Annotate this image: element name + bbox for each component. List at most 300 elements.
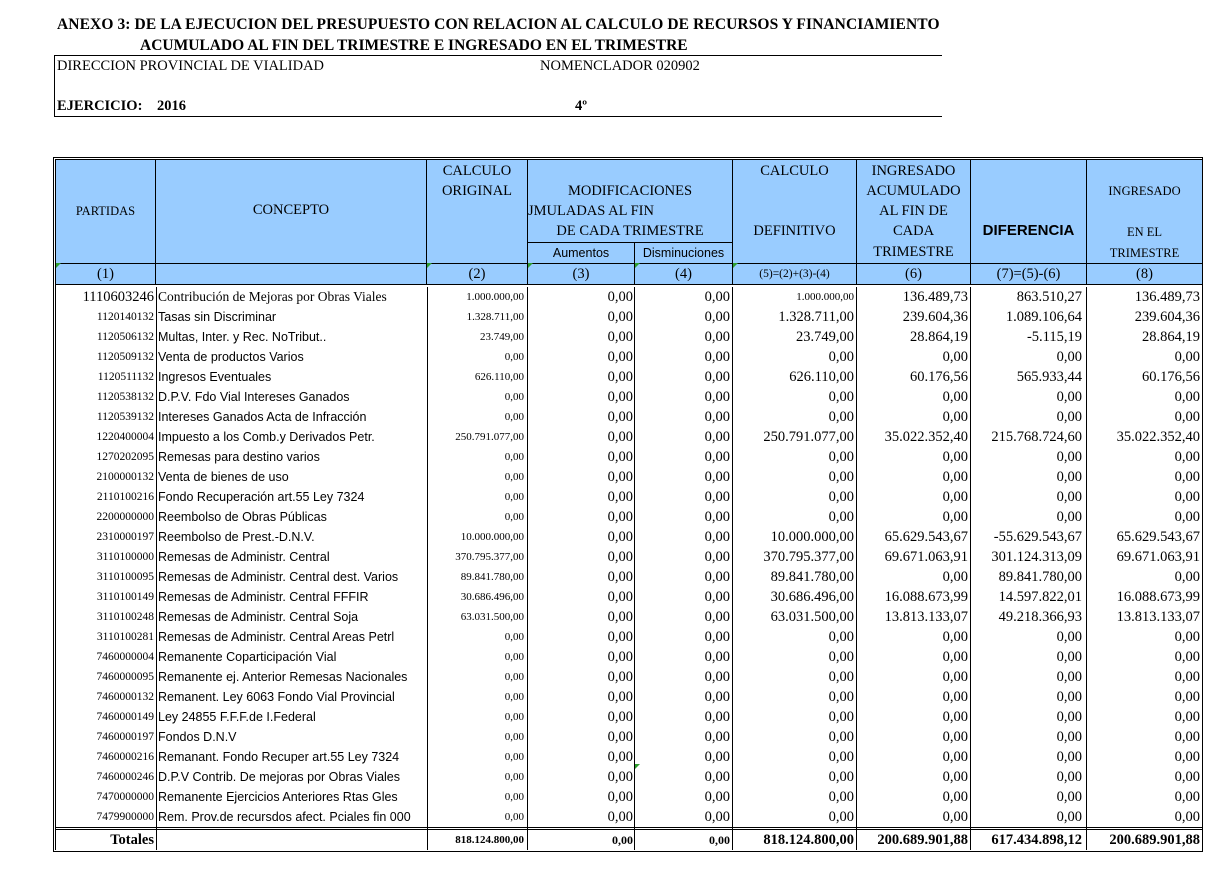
calculo-definitivo: 0,00 [828,669,854,685]
disminuciones: 0,00 [704,749,730,765]
concepto: D.P.V. Fdo Vial Intereses Ganados [158,390,350,404]
diferencia: 0,00 [1056,469,1082,485]
table-row [54,367,1202,387]
partida-code: 1120509132 [96,351,154,363]
table-row [54,607,1202,627]
table-row [54,407,1202,427]
table-row [54,547,1202,567]
calculo-original: 0,00 [504,351,524,363]
table-row [54,467,1202,487]
calculo-definitivo: 0,00 [828,389,854,405]
partida-code: 7460000149 [96,711,154,723]
concepto: Venta de bienes de uso [158,470,289,484]
aumentos: 0,00 [607,429,633,445]
aumentos: 0,00 [607,329,633,345]
aumentos: 0,00 [607,729,633,745]
partida-code: 7479900000 [96,811,154,823]
concepto: Remesas para destino varios [158,450,320,464]
col-header-concepto: CONCEPTO [252,202,330,218]
calculo-definitivo: 250.791.077,00 [763,429,854,445]
partida-code: 2200000000 [96,511,154,523]
disminuciones: 0,00 [704,589,730,605]
ingresado-acumulado: 0,00 [942,729,968,745]
ingresado-trimestre: 0,00 [1174,489,1200,505]
ingresado-acumulado: 0,00 [942,449,968,465]
ingresado-acumulado: 16.088.673,99 [884,589,968,605]
title-line-2: ACUMULADO AL FIN DEL TRIMESTRE E INGRESADO EN EL TRIMESTRE [140,37,688,54]
calculo-definitivo: 1.328.711,00 [778,309,854,325]
disminuciones: 0,00 [704,489,730,505]
totals-row [54,830,1202,850]
concepto: Remanente ej. Anterior Remesas Nacionales [158,670,408,684]
calculo-original: 10.000.000,00 [460,531,524,543]
calculo-original: 0,00 [504,511,524,523]
partida-code: 7460000216 [96,751,154,763]
diferencia: 0,00 [1056,769,1082,785]
disminuciones: 0,00 [704,289,730,305]
diferencia: 0,00 [1056,509,1082,525]
partida-code: 3110100248 [96,611,154,623]
table-row [54,727,1202,747]
cell-marker [56,263,61,268]
table-row [54,307,1202,327]
aumentos: 0,00 [607,509,633,525]
total-ingresado-trimestre: 200.689.901,88 [1109,832,1200,848]
ingresado-trimestre: 0,00 [1174,789,1200,805]
diferencia: 1.089.106,64 [1005,309,1082,325]
ingresado-trimestre: 0,00 [1174,449,1200,465]
aumentos: 0,00 [607,609,633,625]
ingresado-trimestre: 0,00 [1174,389,1200,405]
calculo-definitivo: 0,00 [828,709,854,725]
calculo-definitivo: 0,00 [828,689,854,705]
calculo-definitivo: 0,00 [828,409,854,425]
table-row [54,487,1202,507]
col-number-8: (8) [1136,266,1153,282]
total-ingresado-acumulado: 200.689.901,88 [877,832,968,848]
table-row [54,327,1202,347]
aumentos: 0,00 [607,469,633,485]
aumentos: 0,00 [607,389,633,405]
disminuciones: 0,00 [704,369,730,385]
disminuciones: 0,00 [704,609,730,625]
diferencia: -55.629.543,67 [993,529,1082,545]
ingresado-trimestre: 35.022.352,40 [1116,429,1200,445]
partida-code: 2100000132 [96,471,154,483]
col-header-original-2: ORIGINAL [441,183,513,199]
partida-code: 1120140132 [96,311,154,323]
diferencia: 301.124.313,09 [991,549,1082,565]
calculo-definitivo: 370.795.377,00 [763,549,854,565]
disminuciones: 0,00 [704,509,730,525]
ingresado-trimestre: 0,00 [1174,409,1200,425]
partida-code: 3110100095 [96,571,154,583]
cell-marker [733,263,738,268]
table-row [54,587,1202,607]
aumentos: 0,00 [607,689,633,705]
aumentos: 0,00 [607,709,633,725]
organization-name: DIRECCION PROVINCIAL DE VIALIDAD [57,58,325,74]
table-row [54,767,1202,787]
concepto: Contribución de Mejoras por Obras Viales [158,289,387,304]
ingresado-acumulado: 28.864,19 [910,329,968,345]
calculo-definitivo: 0,00 [828,649,854,665]
diferencia: 0,00 [1056,749,1082,765]
calculo-definitivo: 89.841.780,00 [770,569,854,585]
disminuciones: 0,00 [704,649,730,665]
ingresado-acumulado: 0,00 [942,349,968,365]
partida-code: 7460000197 [96,731,154,743]
calculo-definitivo: 1.000.000,00 [796,291,854,303]
ingresado-trimestre: 69.671.063,91 [1116,549,1200,565]
disminuciones: 0,00 [704,549,730,565]
concepto: Remanente Ejercicios Anteriores Rtas Gles [158,790,398,804]
disminuciones: 0,00 [704,789,730,805]
partida-code: 7470000000 [96,791,154,803]
concepto: Fondo Recuperación art.55 Ley 7324 [158,490,365,504]
partida-code: 3110100000 [96,551,154,563]
calculo-original: 0,00 [504,491,524,503]
ingresado-trimestre: 0,00 [1174,709,1200,725]
partida-code: 1110603246 [82,289,154,305]
diferencia: 215.768.724,60 [991,429,1082,445]
diferencia: 0,00 [1056,669,1082,685]
ingresado-trimestre: 28.864,19 [1142,329,1200,345]
aumentos: 0,00 [607,409,633,425]
calculo-definitivo: 626.110,00 [789,369,854,385]
ingresado-acumulado: 0,00 [942,389,968,405]
calculo-original: 0,00 [504,771,524,783]
ingresado-trimestre: 13.813.133,07 [1116,609,1200,625]
calculo-original: 0,00 [504,691,524,703]
aumentos: 0,00 [607,369,633,385]
partida-code: 7460000246 [96,771,154,783]
diferencia: 863.510,27 [1016,289,1082,305]
disminuciones: 0,00 [704,409,730,425]
col-header-ingresado-4: CADA [892,223,935,239]
ingresado-acumulado: 69.671.063,91 [884,549,968,565]
ingresado-trimestre: 0,00 [1174,669,1200,685]
table-row [54,447,1202,467]
ingresado-acumulado: 35.022.352,40 [884,429,968,445]
calculo-definitivo: 23.749,00 [796,329,854,345]
cell-marker [635,263,640,268]
total-aumentos: 0,00 [612,833,633,847]
aumentos: 0,00 [607,289,633,305]
calculo-definitivo: 0,00 [828,789,854,805]
diferencia: -5.115,19 [1026,329,1082,345]
disminuciones: 0,00 [704,629,730,645]
partida-code: 1270202095 [96,451,154,463]
partida-code: 7460000004 [96,651,154,663]
calculo-original: 0,00 [504,751,524,763]
col-header-ingresado-5: TRIMESTRE [873,244,954,260]
calculo-definitivo: 0,00 [828,809,854,825]
aumentos: 0,00 [607,769,633,785]
col-header-mod-3: DE CADA TRIMESTRE [556,223,704,239]
total-original: 818.124.800,00 [455,834,524,846]
ingresado-acumulado: 239.604,36 [902,309,968,325]
cell-marker [427,263,432,268]
concepto: Ingresos Eventuales [158,370,272,384]
aumentos: 0,00 [607,649,633,665]
aumentos: 0,00 [607,449,633,465]
table-row [54,787,1202,807]
col-number-5: (5)=(2)+(3)-(4) [759,268,830,280]
calculo-original: 250.791.077,00 [455,431,524,443]
ingresado-acumulado: 0,00 [942,509,968,525]
ingresado-acumulado: 0,00 [942,669,968,685]
diferencia: 49.218.366,93 [998,609,1082,625]
calculo-original: 1.328.711,00 [466,311,524,323]
concepto: Fondos D.N.V [158,730,237,744]
calculo-original: 30.686.496,00 [460,591,524,603]
calculo-original: 0,00 [504,731,524,743]
ingresado-acumulado: 0,00 [942,789,968,805]
partida-code: 3110100149 [96,591,154,603]
diferencia: 0,00 [1056,649,1082,665]
calculo-original: 0,00 [504,811,524,823]
ingresado-trimestre: 60.176,56 [1142,369,1200,385]
diferencia: 14.597.822,01 [998,589,1082,605]
disminuciones: 0,00 [704,389,730,405]
partida-code: 2310000197 [96,531,154,543]
partida-code: 7460000095 [96,671,154,683]
calculo-definitivo: 10.000.000,00 [770,529,854,545]
concepto: Remanent. Ley 6063 Fondo Vial Provincial [158,690,395,704]
col-number-4: (4) [675,266,692,282]
ingresado-trimestre: 239.604,36 [1134,309,1200,325]
ingresado-acumulado: 0,00 [942,749,968,765]
disminuciones: 0,00 [704,309,730,325]
col-header-aumentos: Aumentos [552,246,610,260]
calculo-original: 0,00 [504,651,524,663]
partida-code: 3110100281 [96,631,154,643]
aumentos: 0,00 [607,789,633,805]
diferencia: 0,00 [1056,689,1082,705]
concepto: Remesas de Administr. Central Areas Petrl [158,630,395,644]
calculo-original: 0,00 [504,391,524,403]
aumentos: 0,00 [607,529,633,545]
concepto: Rem. Prov.de recursdos afect. Pciales fin 000 [158,810,411,824]
ingresado-trimestre: 0,00 [1174,749,1200,765]
ingresado-acumulado: 0,00 [942,629,968,645]
col-header-original-1: CALCULO [442,163,512,179]
col-header-trimestre-1: INGRESADO [1108,184,1181,198]
calculo-definitivo: 0,00 [828,489,854,505]
diferencia: 89.841.780,00 [998,569,1082,585]
aumentos: 0,00 [607,809,633,825]
diferencia: 0,00 [1056,789,1082,805]
header-rule-bottom [54,116,942,117]
disminuciones: 0,00 [704,709,730,725]
col-header-diferencia: DIFERENCIA [982,222,1075,239]
calculo-original: 63.031.500,00 [460,611,524,623]
mod-sub-rule [527,242,732,243]
disminuciones: 0,00 [704,769,730,785]
calculo-definitivo: 0,00 [828,449,854,465]
concepto: Impuesto a los Comb.y Derivados Petr. [158,430,375,444]
col-header-mod-2: JMULADAS AL FIN [528,203,654,219]
calculo-definitivo: 63.031.500,00 [770,609,854,625]
diferencia: 0,00 [1056,709,1082,725]
calculo-original: 0,00 [504,671,524,683]
aumentos: 0,00 [607,549,633,565]
ingresado-trimestre: 16.088.673,99 [1116,589,1200,605]
partida-code: 7460000132 [96,691,154,703]
disminuciones: 0,00 [704,329,730,345]
calculo-original: 0,00 [504,471,524,483]
calculo-original: 23.749,00 [480,331,524,343]
ingresado-trimestre: 0,00 [1174,469,1200,485]
concepto: Reembolso de Prest.-D.N.V. [158,530,315,544]
ingresado-acumulado: 0,00 [942,469,968,485]
ingresado-trimestre: 0,00 [1174,769,1200,785]
table-row [54,687,1202,707]
aumentos: 0,00 [607,589,633,605]
calculo-original: 0,00 [504,411,524,423]
calculo-definitivo: 0,00 [828,349,854,365]
ingresado-acumulado: 13.813.133,07 [884,609,968,625]
table-row [54,707,1202,727]
table-row [54,627,1202,647]
totals-rule-1 [55,827,1202,828]
disminuciones: 0,00 [704,349,730,365]
disminuciones: 0,00 [704,669,730,685]
header-bottom-rule [55,284,1202,285]
diferencia: 0,00 [1056,409,1082,425]
table-row [54,647,1202,667]
calculo-definitivo: 0,00 [828,769,854,785]
ingresado-acumulado: 0,00 [942,709,968,725]
ingresado-trimestre: 0,00 [1174,629,1200,645]
ingresado-trimestre: 0,00 [1174,689,1200,705]
table-row [54,747,1202,767]
concepto: Multas, Inter. y Rec. NoTribut.. [158,330,327,344]
calculo-original: 626.110,00 [474,371,524,383]
concepto: Tasas sin Discriminar [158,310,277,324]
diferencia: 0,00 [1056,489,1082,505]
concepto: Remanant. Fondo Recuper art.55 Ley 7324 [158,750,400,764]
calculo-original: 0,00 [504,451,524,463]
calculo-definitivo: 30.686.496,00 [770,589,854,605]
calculo-original: 89.841.780,00 [460,571,524,583]
table-row [54,347,1202,367]
title-line-1: ANEXO 3: DE LA EJECUCION DEL PRESUPUESTO CON RELACION AL CALCULO DE RECURSOS Y FINANCIAMIENTO [57,16,940,33]
calculo-original: 0,00 [504,791,524,803]
diferencia: 0,00 [1056,389,1082,405]
diferencia: 0,00 [1056,729,1082,745]
trimestre-value: 4º [575,98,588,114]
col-header-ingresado-3: AL FIN DE [879,203,948,219]
concepto: Remanente Coparticipación Vial [158,650,337,664]
total-disminuciones: 0,00 [709,833,730,847]
concepto: Intereses Ganados Acta de Infracción [158,410,367,424]
concepto: Remesas de Administr. Central FFFIR [158,590,369,604]
ingresado-trimestre: 0,00 [1174,349,1200,365]
diferencia: 0,00 [1056,349,1082,365]
partida-code: 1120506132 [96,331,154,343]
diferencia: 0,00 [1056,809,1082,825]
table-row [54,427,1202,447]
ingresado-trimestre: 0,00 [1174,649,1200,665]
cell-marker [528,263,533,268]
aumentos: 0,00 [607,309,633,325]
total-diferencia: 617.434.898,12 [991,832,1082,848]
ingresado-acumulado: 0,00 [942,569,968,585]
disminuciones: 0,00 [704,469,730,485]
frame-inner-top [55,159,1202,160]
ejercicio-value: 2016 [157,98,186,114]
ingresado-acumulado: 0,00 [942,769,968,785]
concepto: Reembolso de Obras Públicas [158,510,327,524]
col-number-6: (6) [905,266,922,282]
ingresado-trimestre: 136.489,73 [1134,289,1200,305]
col-header-partidas: PARTIDAS [75,204,136,218]
disminuciones: 0,00 [704,529,730,545]
concepto: Ley 24855 F.F.F.de I.Federal [158,710,316,724]
col-header-definitivo-1: CALCULO [760,163,829,179]
col-header-definitivo-2: DEFINITIVO [753,223,836,239]
ingresado-trimestre: 0,00 [1174,809,1200,825]
ingresado-acumulado: 0,00 [942,649,968,665]
diferencia: 0,00 [1056,629,1082,645]
calculo-original: 0,00 [504,711,524,723]
calculo-original: 370.795.377,00 [455,551,524,563]
concepto: Remesas de Administr. Central [158,550,330,564]
header-rule-top [54,55,942,56]
ingresado-trimestre: 0,00 [1174,729,1200,745]
aumentos: 0,00 [607,629,633,645]
table-row [54,527,1202,547]
ingresado-trimestre: 65.629.543,67 [1116,529,1200,545]
col-number-2: (2) [468,266,486,282]
concepto: Remesas de Administr. Central Soja [158,610,359,624]
table-row [54,567,1202,587]
col-number-1: (1) [97,266,114,282]
disminuciones: 0,00 [704,569,730,585]
ingresado-acumulado: 0,00 [942,409,968,425]
calculo-original: 0,00 [504,631,524,643]
partida-code: 1120511132 [97,371,154,383]
calculo-definitivo: 0,00 [828,509,854,525]
aumentos: 0,00 [607,489,633,505]
calculo-definitivo: 0,00 [828,729,854,745]
col-header-ingresado-2: ACUMULADO [866,183,961,199]
disminuciones: 0,00 [704,429,730,445]
ingresado-acumulado: 0,00 [942,809,968,825]
col-header-trimestre-2: EN EL [1126,225,1163,239]
aumentos: 0,00 [607,669,633,685]
concepto: Remesas de Administr. Central dest. Varios [158,570,399,584]
table-row [54,667,1202,687]
concepto: D.P.V Contrib. De mejoras por Obras Viales [158,770,401,784]
disminuciones: 0,00 [704,729,730,745]
col-header-mod-1: MODIFICACIONES [567,183,693,199]
ingresado-acumulado: 0,00 [942,489,968,505]
col-header-ingresado-1: INGRESADO [871,163,956,179]
ingresado-acumulado: 136.489,73 [902,289,968,305]
table-row [54,507,1202,527]
aumentos: 0,00 [607,749,633,765]
concepto: Venta de productos Varios [158,350,304,364]
diferencia: 0,00 [1056,449,1082,465]
total-definitivo: 818.124.800,00 [763,832,854,848]
ingresado-trimestre: 0,00 [1174,569,1200,585]
disminuciones: 0,00 [704,449,730,465]
calculo-definitivo: 0,00 [828,629,854,645]
disminuciones: 0,00 [704,809,730,825]
